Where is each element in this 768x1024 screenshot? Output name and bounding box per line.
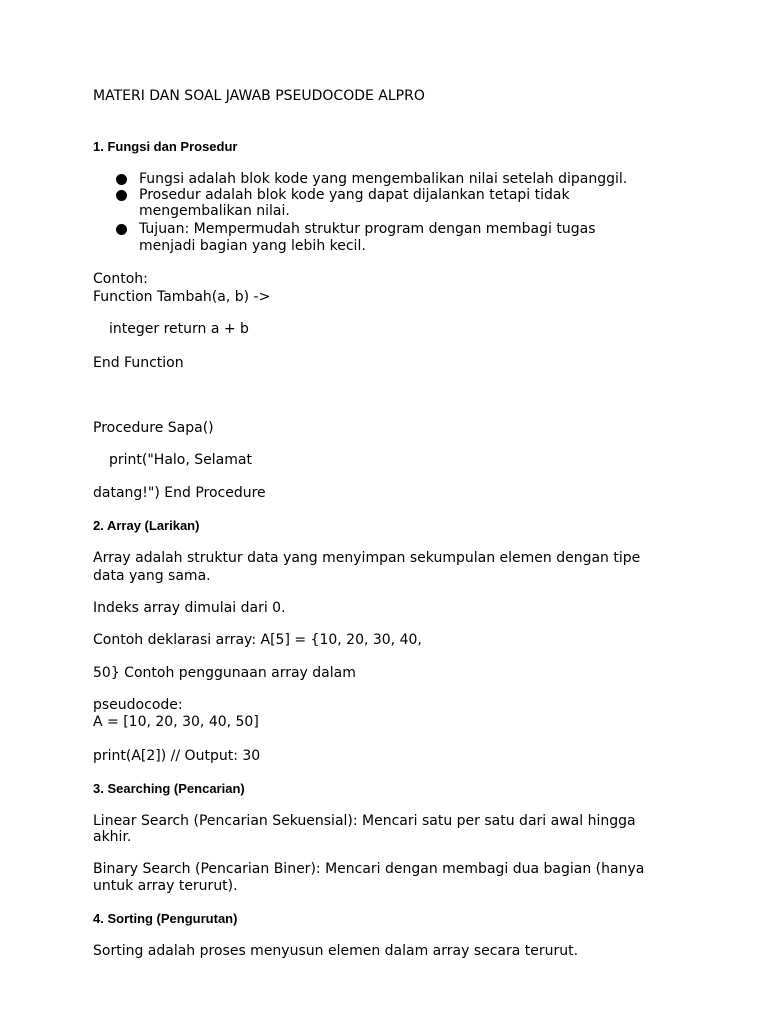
paragraph-line: data yang sama. [93, 568, 211, 584]
paragraph-line: Contoh deklarasi array: A[5] = {10, 20, 30, 40, [93, 632, 422, 648]
paragraph-line: Linear Search (Pencarian Sekuensial): Mencari satu per satu dari awal hingga [93, 813, 636, 829]
section-heading-fungsi-prosedur: 1. Fungsi dan Prosedur [93, 139, 238, 154]
paragraph-line: untuk array terurut). [93, 878, 238, 894]
paragraph-line: Sorting adalah proses menyusun elemen dalam array secara terurut. [93, 943, 579, 959]
bullet-icon [116, 190, 127, 201]
bullet-text: menjadi bagian yang lebih kecil. [139, 238, 366, 254]
bullet-text: Tujuan: Mempermudah struktur program dengan membagi tugas [139, 221, 596, 237]
section-heading-searching: 3. Searching (Pencarian) [93, 781, 245, 796]
section-heading-array: 2. Array (Larikan) [93, 518, 200, 533]
bullet-text: Fungsi adalah blok kode yang mengembalikan nilai setelah dipanggil. [139, 171, 628, 187]
bullet-text: mengembalikan nilai. [139, 203, 290, 219]
code-line: print("Halo, Selamat [109, 452, 252, 468]
paragraph-line: pseudocode: [93, 697, 183, 713]
code-line: Procedure Sapa() [93, 420, 214, 436]
bullet-icon [116, 174, 127, 185]
code-line: End Function [93, 355, 184, 371]
code-line: datang!") End Procedure [93, 485, 266, 501]
code-line: A = [10, 20, 30, 40, 50] [93, 714, 259, 730]
code-line: Function Tambah(a, b) -> [93, 289, 271, 305]
section-heading-sorting: 4. Sorting (Pengurutan) [93, 911, 238, 926]
example-label: Contoh: [93, 271, 148, 287]
paragraph-line: Array adalah struktur data yang menyimpan sekumpulan elemen dengan tipe [93, 550, 641, 566]
bullet-icon [116, 224, 127, 235]
paragraph-line: 50} Contoh penggunaan array dalam [93, 665, 356, 681]
code-line: print(A[2]) // Output: 30 [93, 748, 261, 764]
bullet-text: Prosedur adalah blok kode yang dapat dijalankan tetapi tidak [139, 187, 570, 203]
paragraph-line: Indeks array dimulai dari 0. [93, 600, 286, 616]
paragraph-line: akhir. [93, 829, 132, 845]
paragraph-line: Binary Search (Pencarian Biner): Mencari dengan membagi dua bagian (hanya [93, 861, 645, 877]
document-title: MATERI DAN SOAL JAWAB PSEUDOCODE ALPRO [93, 88, 425, 104]
code-line: integer return a + b [109, 321, 249, 337]
